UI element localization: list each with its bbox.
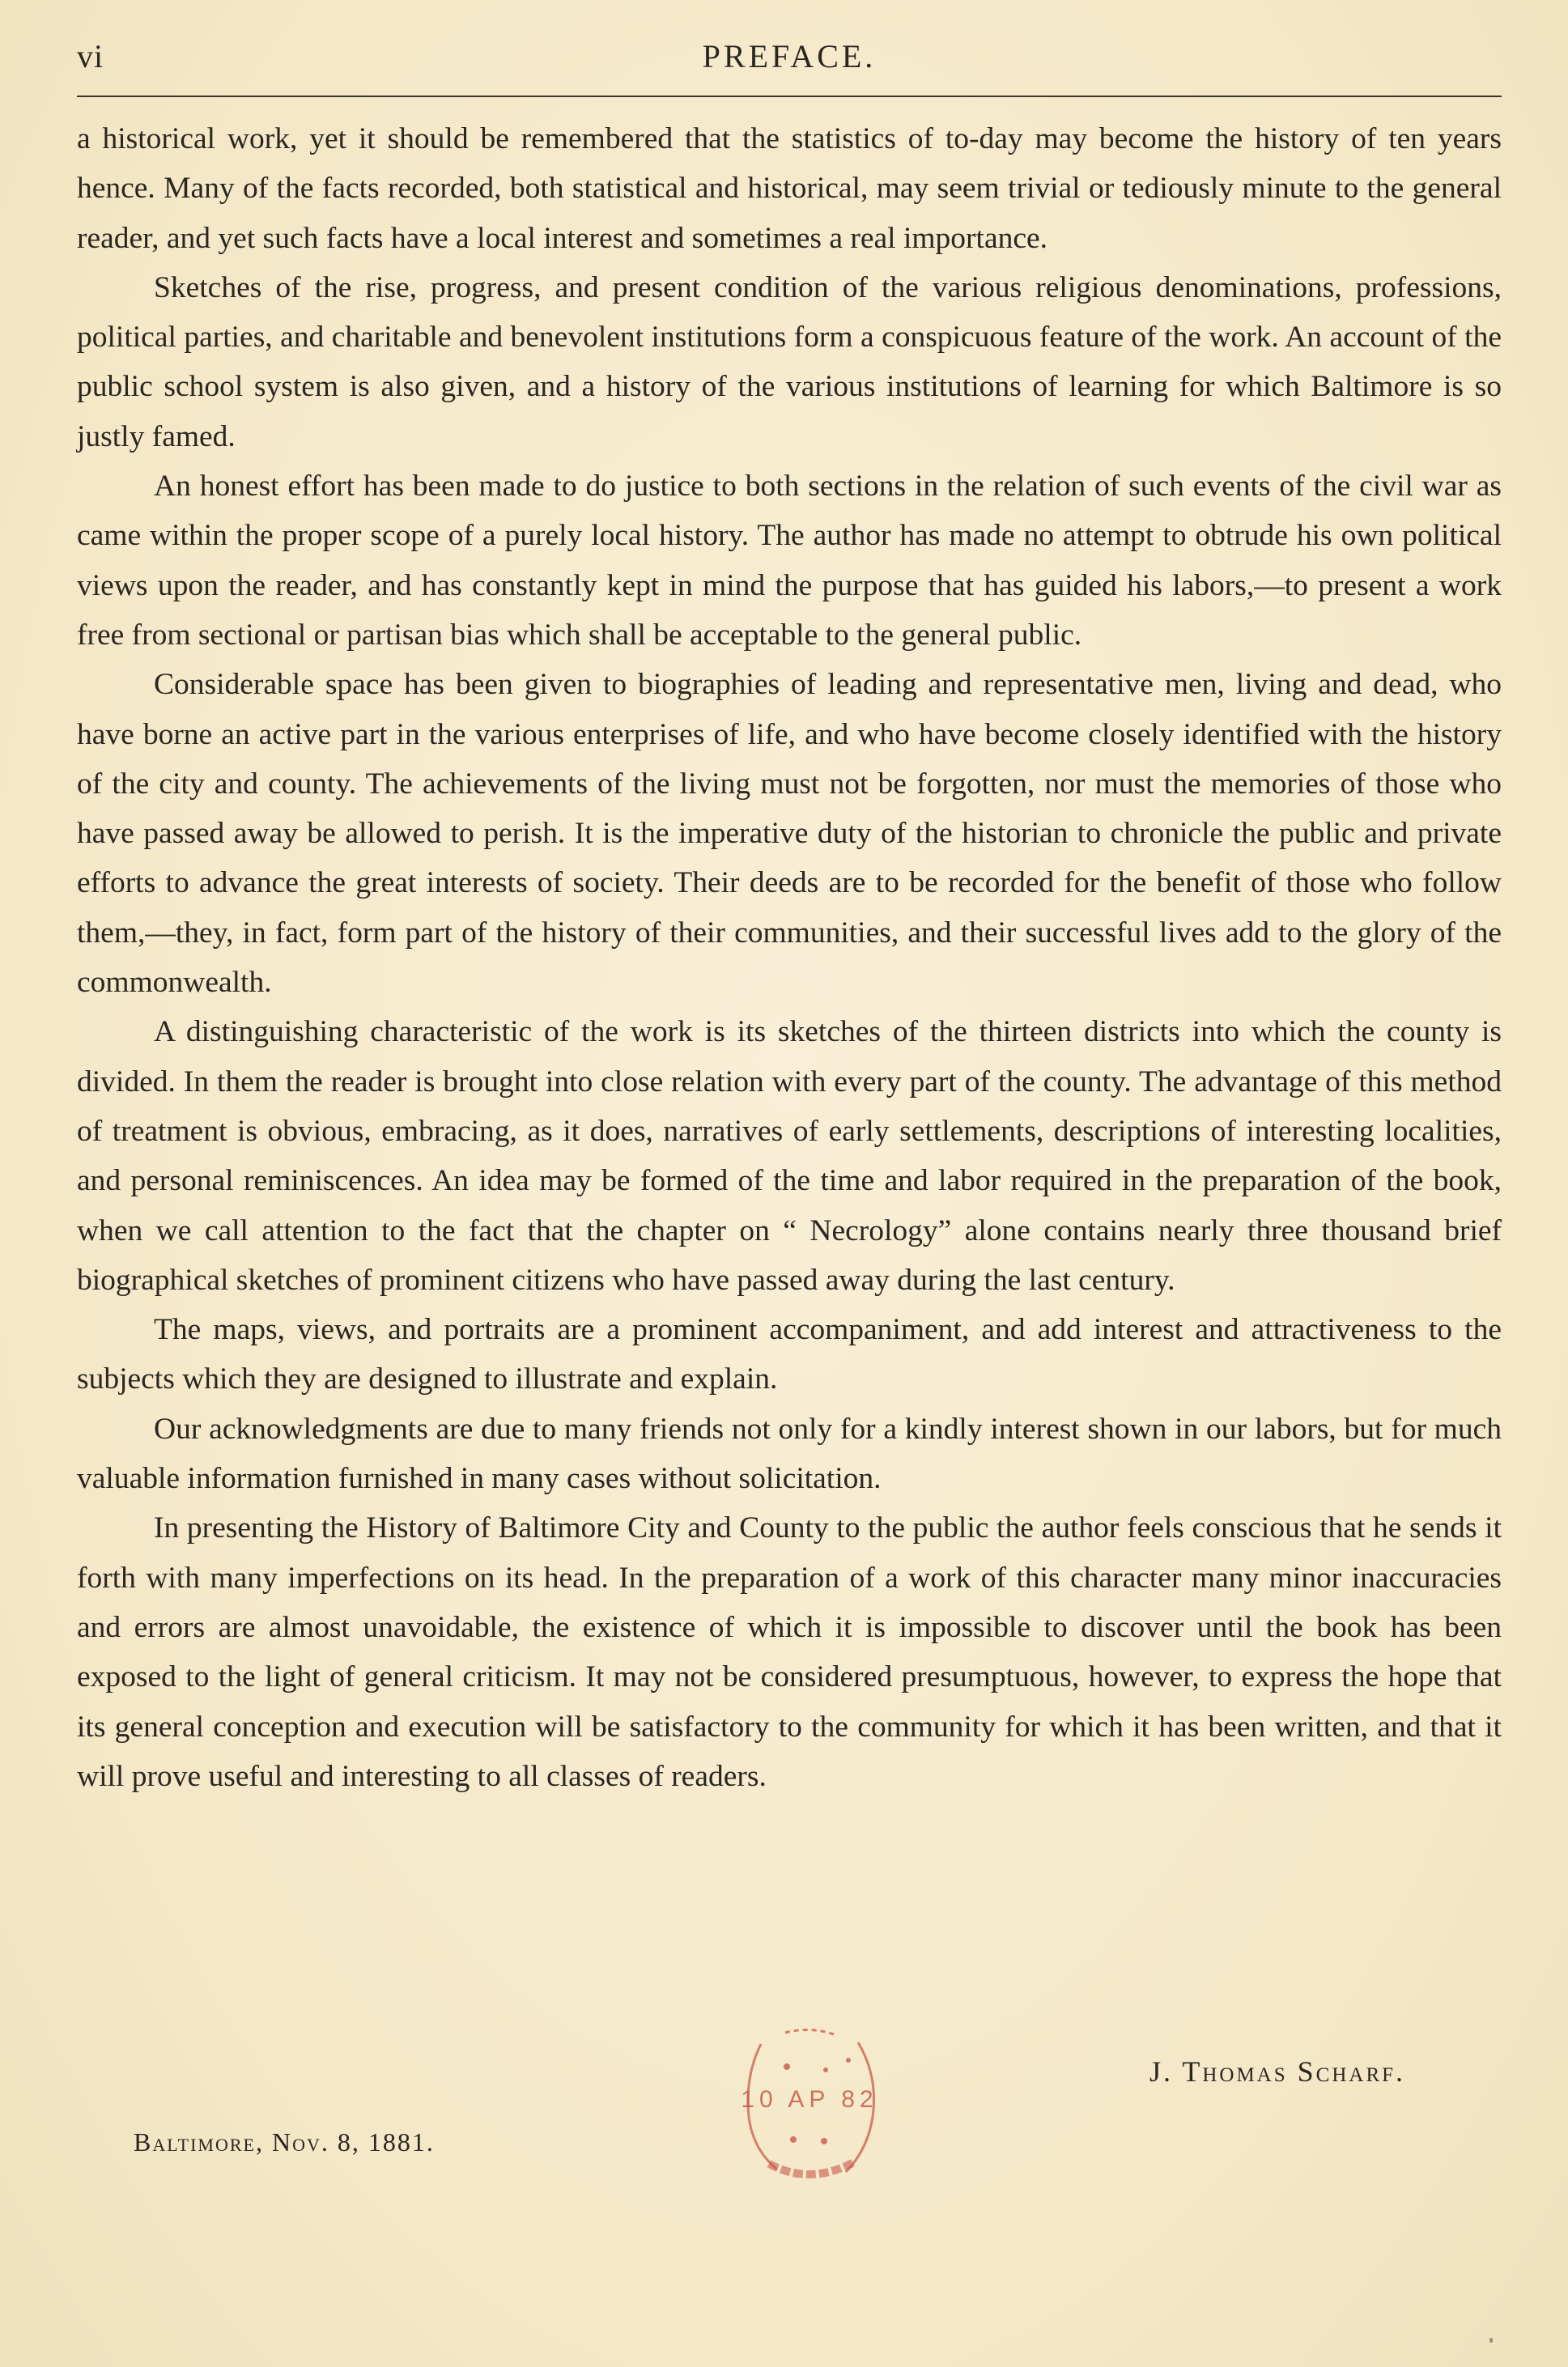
page-number: vi xyxy=(77,38,104,74)
paper-speck xyxy=(1489,2338,1493,2343)
paragraph-biographies: Considerable space has been given to biographies of leading and representative men, living and dead, who have borne an active part in the various enterprises of life, and who have become closely identified with the history of the city and county. The achievements of the living must not be forgotten, nor must the memories of those who have passed away be allowed to perish. It is the imperative duty of the historian to chronicle the public and private efforts to advance the great interests of society. Their deeds are to be recorded for the benefit of those who follow them,—they, in fact, form part of the history of their communities, and their successful lives add to the glory of the commonwealth. xyxy=(77,668,1502,1000)
paragraph-maps: The maps, views, and portraits are a prominent accompaniment, and add interest and attractiveness to the subjects which they are designed to illustrate and explain. xyxy=(77,1313,1502,1396)
paragraph-acknowledgments: Our acknowledgments are due to many friends not only for a kindly interest shown in our labors, but for much valuable information furnished in many cases without solicitation. xyxy=(77,1412,1502,1496)
preface-body xyxy=(77,114,1502,1801)
author-signature: J. Thomas Scharf. xyxy=(1149,2055,1406,2088)
paragraph-districts: A distinguishing characteristic of the work is its sketches of the thirteen districts into which the county is divided. In them the reader is brought into close relation with every part of the county. The advantage of this method of treatment is obvious, embracing, as it does, narratives of early settlements, descriptions of interesting localities, and personal reminiscences. An idea may be formed of the time and labor required in the preparation of the book, when we call attention to the fact that the chapter on “ Necrology” alone contains nearly three thousand brief biographical sketches of prominent citizens who have passed away during the last century. xyxy=(77,1015,1502,1297)
library-stamp xyxy=(712,2028,907,2190)
dateline: Baltimore, Nov. 8, 1881. xyxy=(134,2127,435,2157)
stamp-date: 10 AP 82 xyxy=(741,2086,878,2113)
header-rule xyxy=(77,96,1502,97)
running-title: PREFACE. xyxy=(702,38,877,74)
paragraph-continued: a historical work, yet it should be remembered that the statistics of to-day may become the history of ten years hence. Many of the facts recorded, both statistical and historical, may seem trivial or tediously minute to the general reader, and yet such facts have a local interest and sometimes a real importance. xyxy=(77,122,1502,255)
paragraph-closing: In presenting the History of Baltimore City and County to the public the author feels conscious that he sends it forth with many imperfections on its head. In the preparation of a work of this character many minor inaccuracies and errors are almost unavoidable, the existence of which it is impossible to discover until the book has been exposed to the light of general criticism. It may not be considered presumptuous, however, to express the hope that its general conception and execution will be satisfactory to the community for which it has been written, and that it will prove useful and interesting to all classes of readers. xyxy=(77,1511,1502,1793)
paragraph-institutions: Sketches of the rise, progress, and present condition of the various religious denominations, professions, political parties, and charitable and benevolent institutions form a conspicuous feature of the work. An account of the public school system is also given, and a history of the various institutions of learning for which Baltimore is so justly famed. xyxy=(77,270,1502,453)
page-header xyxy=(77,32,1502,81)
paragraph-civil-war: An honest effort has been made to do justice to both sections in the relation of such events of the civil war as came within the proper scope of a purely local history. The author has made no attempt to obtrude his own political views upon the reader, and has constantly kept in mind the purpose that has guided his labors,—to present a work free from sectional or partisan bias which shall be acceptable to the general public. xyxy=(77,470,1502,652)
